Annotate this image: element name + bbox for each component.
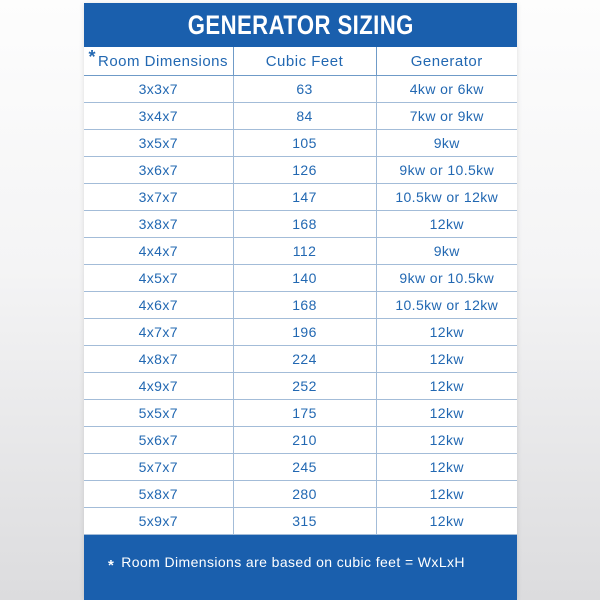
- cell-cubic-feet: 196: [233, 319, 376, 346]
- table-row: [84, 157, 517, 184]
- asterisk-icon: *: [88, 46, 96, 67]
- table-row: [84, 373, 517, 400]
- cell-room-dimensions: 3x5x7: [84, 130, 233, 157]
- column-header-generator: [376, 47, 517, 76]
- cell-generator: 9kw or 10.5kw: [376, 157, 517, 184]
- cell-room-dimensions: 5x6x7: [84, 427, 233, 454]
- cell-room-dimensions: 3x8x7: [84, 211, 233, 238]
- cell-room-dimensions: 4x7x7: [84, 319, 233, 346]
- table-row: [84, 454, 517, 481]
- footnote: [84, 535, 517, 600]
- cell-room-dimensions: 4x8x7: [84, 346, 233, 373]
- cell-generator: 10.5kw or 12kw: [376, 292, 517, 319]
- column-header-label: Generator: [410, 52, 483, 70]
- cell-room-dimensions: 5x8x7: [84, 481, 233, 508]
- asterisk-icon: *: [108, 557, 115, 574]
- cell-room-dimensions: 3x4x7: [84, 103, 233, 130]
- cell-room-dimensions: 3x6x7: [84, 157, 233, 184]
- cell-room-dimensions: 4x5x7: [84, 265, 233, 292]
- table-row: [84, 508, 517, 535]
- table-row: [84, 76, 517, 103]
- table-row: [84, 292, 517, 319]
- cell-cubic-feet: 315: [233, 508, 376, 535]
- table-row: [84, 400, 517, 427]
- cell-generator: 12kw: [376, 319, 517, 346]
- table-row: [84, 319, 517, 346]
- cell-generator: 12kw: [376, 400, 517, 427]
- title-band: [84, 3, 517, 47]
- cell-generator: 12kw: [376, 346, 517, 373]
- generator-sizing-table: [84, 47, 517, 535]
- table-row: [84, 184, 517, 211]
- cell-generator: 12kw: [376, 427, 517, 454]
- cell-generator: 9kw: [376, 238, 517, 265]
- cell-generator: 12kw: [376, 211, 517, 238]
- cell-generator: 9kw: [376, 130, 517, 157]
- cell-cubic-feet: 63: [233, 76, 376, 103]
- column-header-label: Cubic Feet: [265, 52, 344, 70]
- page-title: GENERATOR SIZING: [187, 9, 414, 40]
- cell-room-dimensions: 5x9x7: [84, 508, 233, 535]
- cell-cubic-feet: 126: [233, 157, 376, 184]
- table-row: [84, 481, 517, 508]
- cell-cubic-feet: 105: [233, 130, 376, 157]
- cell-generator: 7kw or 9kw: [376, 103, 517, 130]
- table-row: [84, 103, 517, 130]
- table-row: [84, 346, 517, 373]
- cell-room-dimensions: 3x3x7: [84, 76, 233, 103]
- cell-cubic-feet: 168: [233, 211, 376, 238]
- cell-cubic-feet: 252: [233, 373, 376, 400]
- table-row: [84, 211, 517, 238]
- column-header-label: Room Dimensions: [97, 52, 229, 70]
- footnote-text: Room Dimensions are based on cubic feet = WxLxH: [121, 554, 465, 570]
- table-row: [84, 238, 517, 265]
- cell-cubic-feet: 245: [233, 454, 376, 481]
- cell-cubic-feet: 224: [233, 346, 376, 373]
- cell-room-dimensions: 4x6x7: [84, 292, 233, 319]
- cell-room-dimensions: 4x4x7: [84, 238, 233, 265]
- column-header-room-dimensions: [84, 47, 233, 76]
- cell-cubic-feet: 84: [233, 103, 376, 130]
- cell-cubic-feet: 112: [233, 238, 376, 265]
- cell-cubic-feet: 168: [233, 292, 376, 319]
- table-row: [84, 130, 517, 157]
- cell-room-dimensions: 3x7x7: [84, 184, 233, 211]
- cell-room-dimensions: 5x5x7: [84, 400, 233, 427]
- cell-generator: 12kw: [376, 481, 517, 508]
- table-header-row: [84, 47, 517, 76]
- cell-room-dimensions: 4x9x7: [84, 373, 233, 400]
- cell-generator: 12kw: [376, 454, 517, 481]
- column-header-cubic-feet: [233, 47, 376, 76]
- table-row: [84, 427, 517, 454]
- cell-generator: 12kw: [376, 508, 517, 535]
- cell-cubic-feet: 210: [233, 427, 376, 454]
- cell-cubic-feet: 140: [233, 265, 376, 292]
- cell-generator: 12kw: [376, 373, 517, 400]
- cell-cubic-feet: 280: [233, 481, 376, 508]
- generator-sizing-panel: [84, 3, 517, 600]
- table-row: [84, 265, 517, 292]
- cell-cubic-feet: 147: [233, 184, 376, 211]
- cell-generator: 4kw or 6kw: [376, 76, 517, 103]
- cell-generator: 10.5kw or 12kw: [376, 184, 517, 211]
- cell-room-dimensions: 5x7x7: [84, 454, 233, 481]
- cell-generator: 9kw or 10.5kw: [376, 265, 517, 292]
- cell-cubic-feet: 175: [233, 400, 376, 427]
